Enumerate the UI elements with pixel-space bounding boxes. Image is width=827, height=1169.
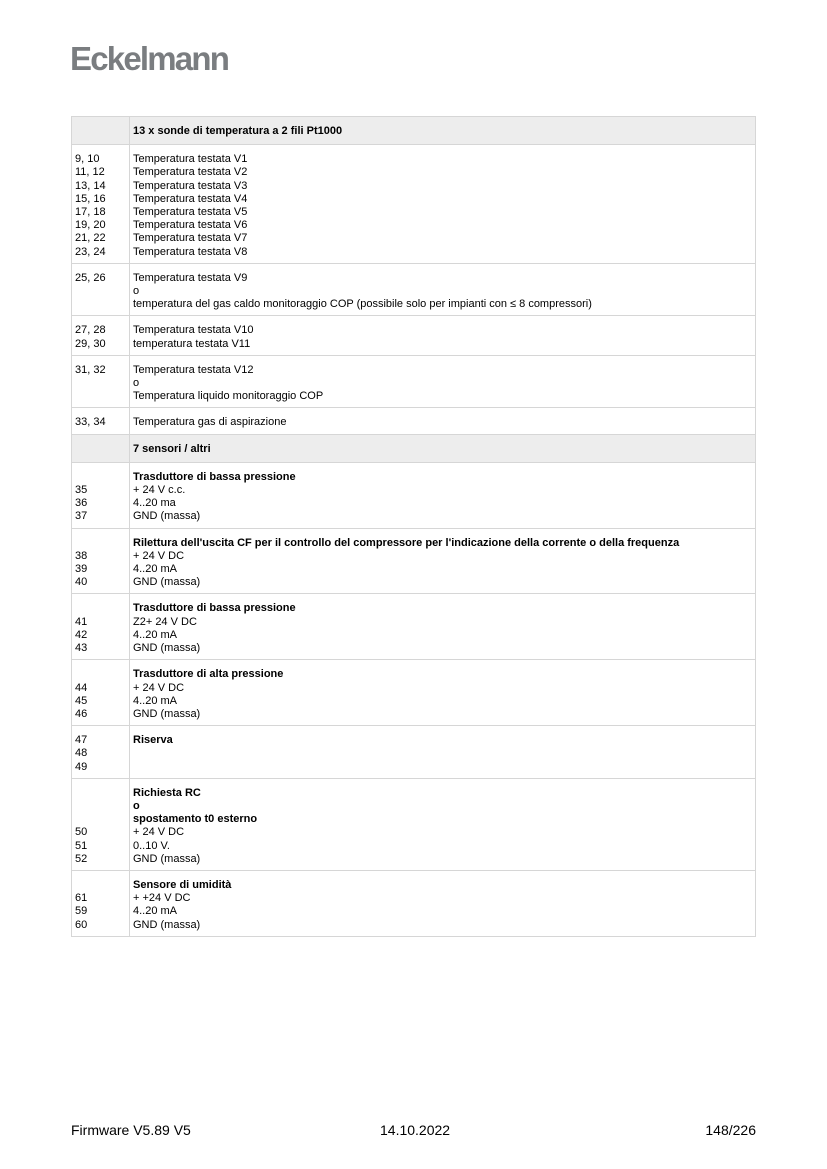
table-row: [72, 528, 756, 594]
description-cell: [130, 594, 756, 660]
pin-number: 21, 22: [75, 232, 106, 245]
description-cell: [130, 778, 756, 870]
description-line: + +24 V DC: [133, 892, 191, 905]
description-line: Temperatura testata V9: [133, 271, 248, 284]
pin-number: 37: [75, 510, 88, 523]
description-line: GND (massa): [133, 707, 201, 720]
pin-number: 44: [75, 681, 88, 694]
description-line: 4..20 mA: [133, 563, 178, 576]
description-cell: [130, 660, 756, 726]
sensor-title: Sensore di umidità: [133, 878, 232, 891]
pin-number: 25, 26: [75, 271, 106, 284]
pin-number: 33, 34: [75, 416, 106, 429]
table-row: [72, 263, 756, 316]
footer-date: 14.10.2022: [380, 1122, 451, 1138]
table-row: [72, 594, 756, 660]
pin-cell: [72, 462, 130, 528]
sensor-title: Riserva: [133, 734, 173, 747]
pin-number: 40: [75, 576, 88, 589]
table-row: [72, 726, 756, 779]
description-cell: [130, 263, 756, 316]
sensor-title: Trasduttore di bassa pressione: [133, 470, 296, 483]
description-line: 4..20 ma: [133, 497, 176, 510]
description-cell: [130, 355, 756, 408]
section-header-row: [72, 434, 756, 462]
section-pin-cell: [72, 117, 130, 145]
pin-number: 15, 16: [75, 192, 106, 205]
pin-cell: [72, 726, 130, 779]
description-line: GND (massa): [133, 852, 201, 865]
table-row: [72, 870, 756, 936]
pin-number: 60: [75, 918, 88, 931]
description-line: temperatura del gas caldo monitoraggio COP (possibile solo per impianti con ≤ 8 compressori): [133, 298, 592, 311]
footer-page-number: 148/226: [705, 1122, 756, 1138]
table-row: [72, 408, 756, 434]
description-line: Temperatura gas di aspirazione: [133, 416, 287, 429]
pin-number: 36: [75, 497, 88, 510]
pin-number: 41: [75, 615, 88, 628]
sensor-title: Trasduttore di alta pressione: [133, 668, 284, 681]
description-cell: [130, 145, 756, 264]
footer-firmware: Firmware V5.89 V5: [71, 1122, 191, 1138]
pin-number: 46: [75, 707, 88, 720]
pin-cell: [72, 408, 130, 434]
table-row: [72, 778, 756, 870]
description-line: o: [133, 285, 140, 298]
brand-logo: Eckelmann: [70, 40, 229, 77]
pin-number: 61: [75, 892, 88, 905]
table-row: [72, 355, 756, 408]
pin-cell: [72, 145, 130, 264]
pin-number: 42: [75, 628, 88, 641]
description-line: Z2+ 24 V DC: [133, 615, 197, 628]
description-cell: [130, 726, 756, 779]
table-row: [72, 145, 756, 264]
pin-number: 52: [75, 852, 88, 865]
pin-number: 9, 10: [75, 153, 100, 166]
pin-number: 47: [75, 734, 88, 747]
description-line: Temperatura testata V1: [133, 153, 248, 166]
description-line: o: [133, 377, 140, 390]
description-cell: [130, 528, 756, 594]
pin-number: 48: [75, 747, 88, 760]
description-cell: [130, 316, 756, 355]
description-line: Temperatura testata V2: [133, 166, 248, 179]
description-line: + 24 V DC: [133, 826, 185, 839]
pin-cell: [72, 355, 130, 408]
pin-cell: [72, 263, 130, 316]
description-line: Temperatura testata V7: [133, 232, 248, 245]
pin-number: 29, 30: [75, 337, 106, 350]
sensor-title: Rilettura dell'uscita CF per il controllo del compressore per l'indicazione della corrente o della frequenza: [133, 536, 680, 549]
description-line: Temperatura testata V4: [133, 192, 248, 205]
pin-cell: [72, 594, 130, 660]
description-line: Temperatura testata V5: [133, 206, 248, 219]
description-line: + 24 V DC: [133, 549, 185, 562]
pin-number: 19, 20: [75, 219, 106, 232]
section-header-row: [72, 117, 756, 145]
description-line: Temperatura testata V6: [133, 219, 248, 232]
pin-number: 27, 28: [75, 324, 106, 337]
pin-cell: [72, 870, 130, 936]
table-row: [72, 316, 756, 355]
description-line: Temperatura testata V3: [133, 179, 248, 192]
description-line: GND (massa): [133, 576, 201, 589]
pin-number: 50: [75, 826, 88, 839]
description-line: Temperatura testata V10: [133, 324, 254, 337]
sensor-title: spostamento t0 esterno: [133, 813, 258, 826]
pin-number: 43: [75, 642, 88, 655]
description-line: Temperatura testata V8: [133, 245, 248, 258]
description-line: Temperatura liquido monitoraggio COP: [133, 390, 324, 403]
description-line: GND (massa): [133, 918, 201, 931]
description-line: 4..20 mA: [133, 905, 178, 918]
description-line: temperatura testata V11: [133, 337, 251, 350]
sensor-title: Trasduttore di bassa pressione: [133, 602, 296, 615]
pin-cell: [72, 528, 130, 594]
pin-number: 38: [75, 549, 88, 562]
description-cell: [130, 462, 756, 528]
pin-number: 59: [75, 905, 88, 918]
pin-number: 11, 12: [75, 166, 105, 179]
table-row: [72, 462, 756, 528]
description-line: Temperatura testata V12: [133, 363, 254, 376]
description-line: 4..20 mA: [133, 694, 178, 707]
pin-number: 49: [75, 760, 88, 773]
pin-cell: [72, 660, 130, 726]
pin-number: 35: [75, 484, 88, 497]
section-title: 7 sensori / altri: [130, 434, 756, 462]
sensor-title-or: o: [133, 799, 140, 812]
description-line: + 24 V DC: [133, 681, 185, 694]
pin-number: 31, 32: [75, 363, 106, 376]
description-line: GND (massa): [133, 642, 201, 655]
section-pin-cell: [72, 434, 130, 462]
description-cell: [130, 870, 756, 936]
description-line: + 24 V c.c.: [133, 484, 186, 497]
pin-number: 23, 24: [75, 245, 106, 258]
description-line: 0..10 V.: [133, 839, 170, 852]
pin-number: 39: [75, 563, 88, 576]
section-title: 13 x sonde di temperatura a 2 fili Pt1000: [130, 117, 756, 145]
terminal-table: [71, 116, 756, 937]
pin-cell: [72, 778, 130, 870]
description-line: GND (massa): [133, 510, 201, 523]
pin-number: 51: [75, 839, 88, 852]
pin-number: 13, 14: [75, 179, 106, 192]
pin-cell: [72, 316, 130, 355]
table-row: [72, 660, 756, 726]
description-cell: [130, 408, 756, 434]
pin-number: 45: [75, 694, 88, 707]
pin-number: 17, 18: [75, 206, 106, 219]
sensor-title: Richiesta RC: [133, 786, 201, 799]
description-line: 4..20 mA: [133, 628, 178, 641]
